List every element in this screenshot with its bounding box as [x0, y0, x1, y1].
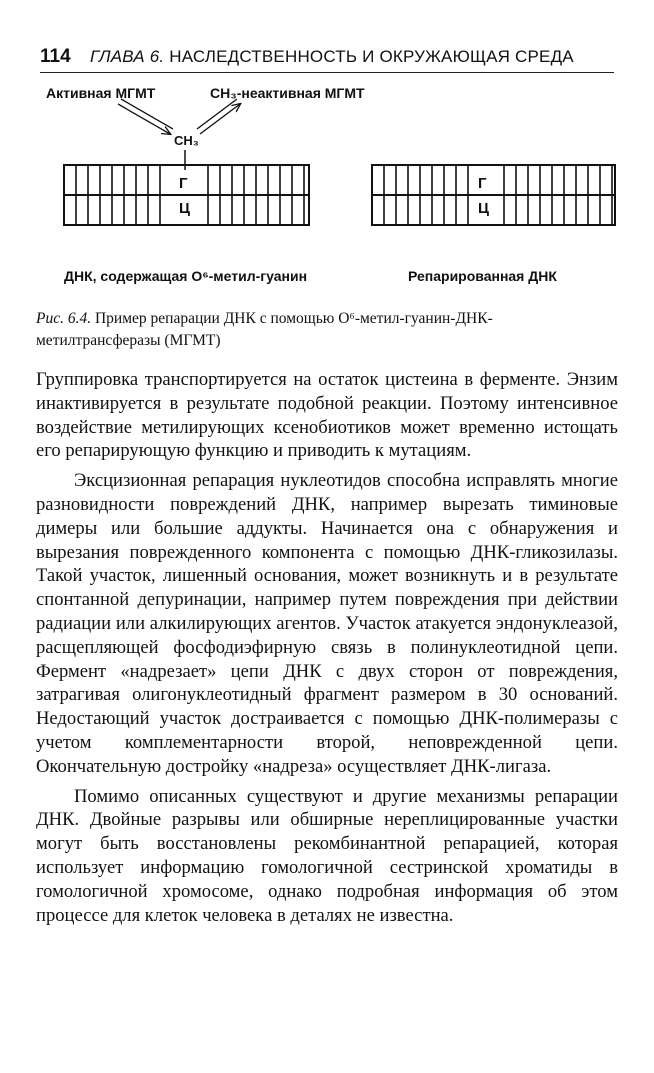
- arrow-methyl-to-inactive: [197, 99, 240, 134]
- label-active-mgmt: Активная МГМТ: [46, 85, 156, 101]
- page-number: 114: [40, 46, 71, 67]
- paragraph-2: Эксцизионная репарация нуклеотидов способна исправлять многие разновидности повреждений ДНК, например вырезать тиминовые димеры или большие аддукты. Начинается она с обнаружения и вырезания поврежденного компонента с помощью ДНК-гликозилазы. Такой участок, лишенный основания, может возникнуть и в результате спонтанной депуринации, например путем повреждения при действии радиации или алкилирующих агентов. Участок атакуется эндонуклеазой, расщепляющей фосфодиэфирную связь в полинуклеотидной цепи. Фермент «надрезает» цепи ДНК с двух сторон от повреждения, затрагивая олигонуклеотидный фрагмент размером в 30 оснований. Недостающий участок достраивается с помощью ДНК-полимеразы с учетом комплементарности второй, неповрежденной цепи. Окончательную достройку «надреза» осуществляет ДНК-лигаза.: [36, 470, 618, 777]
- dna-duplex-repaired: [372, 165, 615, 225]
- base-c-right: Ц: [478, 200, 489, 217]
- base-c-left: Ц: [179, 200, 190, 217]
- label-dna-repaired: Репарированная ДНК: [408, 268, 557, 284]
- label-inactive-mgmt: CH₃-неактивная МГМТ: [210, 85, 365, 101]
- paragraph-3: Помимо описанных существуют и другие механизмы репарации ДНК. Двойные разрывы или обширные нереплицированные участки могут быть восстановлены рекомбинантной репарацией, которая использует информацию гомологичной сестринской хроматиды в гомологичной хромосоме, однако подробная информация об этом процессе для клеток человека в деталях не известна.: [36, 785, 618, 926]
- chapter-label: ГЛАВА 6.: [90, 47, 165, 66]
- paragraph-1: Группировка транспортируется на остаток цистеина в ферменте. Энзим инактивируется в результате подобной реакции. Поэтому интенсивное воздействие метилирующих ксенобиотиков может временно истощать его репарирующую функцию и приводить к мутациям.: [36, 369, 618, 462]
- caption-text: Пример репарации ДНК с помощью O⁶-метил-гуанин-ДНК-метилтрансферазы (МГМТ): [36, 310, 493, 349]
- base-g-left: Г: [179, 175, 188, 192]
- base-g-right: Г: [478, 175, 487, 192]
- figure-caption: [36, 308, 616, 352]
- caption-label: Рис. 6.4.: [36, 310, 92, 327]
- body-text: [36, 368, 618, 933]
- methyl-group-label: CH₃: [174, 133, 199, 148]
- label-dna-damaged: ДНК, содержащая O⁶-метил-гуанин: [64, 268, 308, 284]
- chapter-title: НАСЛЕДСТВЕННОСТЬ И ОКРУЖАЮЩАЯ СРЕДА: [169, 47, 574, 66]
- arrow-active-to-methyl: [118, 99, 173, 134]
